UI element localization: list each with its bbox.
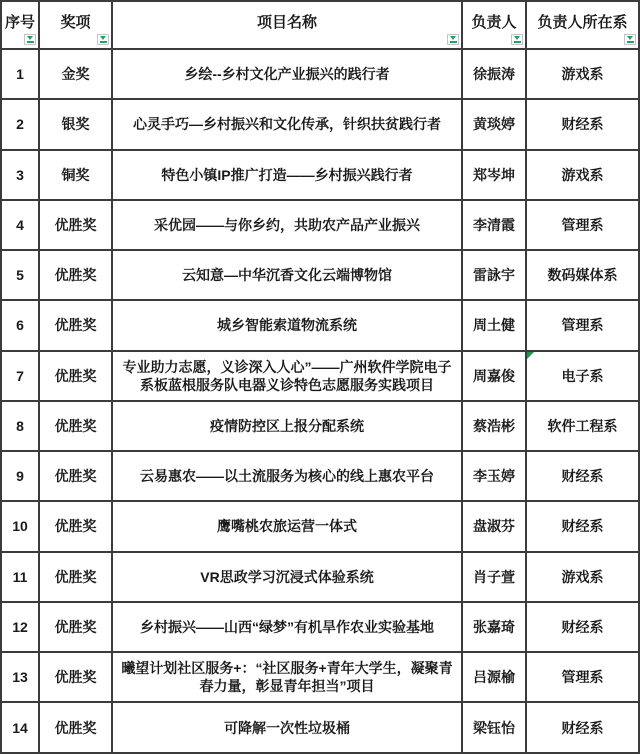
cell-dept <box>527 703 638 753</box>
filter-arrow-icon <box>27 36 33 40</box>
cell-dept <box>527 603 638 653</box>
cell-no: 1 <box>2 50 40 100</box>
cell-project: VR思政学习沉浸式体验系统 <box>113 553 463 603</box>
filter-bar-icon <box>450 41 457 43</box>
table-row <box>2 703 638 753</box>
filter-dropdown-button[interactable] <box>624 34 636 45</box>
cell-no: 9 <box>2 452 40 502</box>
cell-dept-label: 财经系 <box>561 618 604 635</box>
cell-dept-label: 游戏系 <box>561 166 604 183</box>
cell-dept <box>527 352 638 402</box>
cell-project: 云易惠农——以土流服务为核心的线上惠农平台 <box>113 452 463 502</box>
table-row <box>2 251 638 301</box>
column-header-label: 项目名称 <box>256 14 317 31</box>
table-row <box>2 151 638 201</box>
cell-dept-label: 数码媒体系 <box>547 267 618 284</box>
cell-leader: 肖子萱 <box>463 553 527 603</box>
filter-arrow-icon <box>514 36 520 40</box>
cell-award: 银奖 <box>40 100 113 150</box>
cell-award: 优胜奖 <box>40 301 113 351</box>
cell-dept-label: 财经系 <box>561 116 604 133</box>
table-header-row <box>2 2 638 50</box>
column-header-label: 负责人 <box>471 14 517 31</box>
cell-dept <box>527 402 638 452</box>
cell-project: 可降解一次性垃圾桶 <box>113 703 463 753</box>
cell-project: 乡绘--乡村文化产业振兴的践行者 <box>113 50 463 100</box>
table-row <box>2 603 638 653</box>
cell-dept-label: 财经系 <box>561 518 604 535</box>
cell-award: 优胜奖 <box>40 201 113 251</box>
filter-bar-icon <box>514 41 521 43</box>
cell-dept <box>527 100 638 150</box>
cell-project: 城乡智能索道物流系统 <box>113 301 463 351</box>
cell-no: 2 <box>2 100 40 150</box>
cell-dept <box>527 50 638 100</box>
cell-leader: 雷詠宇 <box>463 251 527 301</box>
cell-project: 采优园——与你乡约，共助农产品产业振兴 <box>113 201 463 251</box>
cell-dept <box>527 553 638 603</box>
cell-project: 特色小镇IP推广打造——乡村振兴践行者 <box>113 151 463 201</box>
cell-dept-label: 游戏系 <box>561 568 604 585</box>
cell-dept-label: 软件工程系 <box>547 417 618 434</box>
cell-dept <box>527 151 638 201</box>
cell-leader: 李玉婷 <box>463 452 527 502</box>
filter-dropdown-button[interactable] <box>511 34 523 45</box>
column-header-award <box>40 2 113 50</box>
cell-dept-label: 游戏系 <box>561 66 604 83</box>
cell-award: 优胜奖 <box>40 703 113 753</box>
cell-no: 11 <box>2 553 40 603</box>
cell-dept <box>527 502 638 552</box>
column-header-label: 负责人所在系 <box>537 14 628 31</box>
table-row <box>2 402 638 452</box>
filter-arrow-icon <box>627 36 633 40</box>
cell-award: 优胜奖 <box>40 603 113 653</box>
cell-dept <box>527 452 638 502</box>
cell-dept-label: 财经系 <box>561 468 604 485</box>
column-header-leader <box>463 2 527 50</box>
cell-no: 14 <box>2 703 40 753</box>
cell-dept-label: 财经系 <box>561 720 604 737</box>
cell-award: 优胜奖 <box>40 352 113 402</box>
column-header-project <box>113 2 463 50</box>
filter-arrow-icon <box>100 36 106 40</box>
cell-award: 铜奖 <box>40 151 113 201</box>
cell-leader: 黄琰婷 <box>463 100 527 150</box>
cell-project: 云知意—中华沉香文化云端博物馆 <box>113 251 463 301</box>
column-header-dept <box>527 2 638 50</box>
column-header-no <box>2 2 40 50</box>
cell-award: 优胜奖 <box>40 452 113 502</box>
cell-dept-label: 管理系 <box>561 216 604 233</box>
filter-bar-icon <box>100 41 107 43</box>
cell-leader: 吕源榆 <box>463 653 527 703</box>
filter-bar-icon <box>627 41 634 43</box>
cell-no: 3 <box>2 151 40 201</box>
column-header-label: 序号 <box>5 14 36 31</box>
filter-dropdown-button[interactable] <box>97 34 109 45</box>
cell-award: 优胜奖 <box>40 251 113 301</box>
cell-no: 7 <box>2 352 40 402</box>
cell-leader: 梁钰怡 <box>463 703 527 753</box>
cell-project: 专业助力志愿，义诊深入人心”——广州软件学院电子系板蓝根服务队电器义诊特色志愿服务实践项目 <box>113 352 463 402</box>
table-row <box>2 50 638 100</box>
cell-leader: 周嘉俊 <box>463 352 527 402</box>
cell-dept <box>527 251 638 301</box>
cell-award: 优胜奖 <box>40 502 113 552</box>
cell-leader: 蔡浩彬 <box>463 402 527 452</box>
cell-leader: 李清霞 <box>463 201 527 251</box>
cell-dept <box>527 301 638 351</box>
filter-dropdown-button[interactable] <box>24 34 36 45</box>
cell-project: 曦望计划社区服务+：“社区服务+青年大学生，凝聚青春力量，彰显青年担当”项目 <box>113 653 463 703</box>
table-row <box>2 201 638 251</box>
cell-no: 13 <box>2 653 40 703</box>
cell-leader: 盘淑芬 <box>463 502 527 552</box>
cell-no: 5 <box>2 251 40 301</box>
cell-leader: 徐振涛 <box>463 50 527 100</box>
cell-project: 疫情防控区上报分配系统 <box>113 402 463 452</box>
table-row <box>2 502 638 552</box>
cell-dept-label: 管理系 <box>561 317 604 334</box>
cell-award: 优胜奖 <box>40 402 113 452</box>
filter-arrow-icon <box>450 36 456 40</box>
table-body <box>2 50 638 754</box>
cell-dept <box>527 653 638 703</box>
cell-no: 6 <box>2 301 40 351</box>
cell-project: 鹰嘴桃农旅运营一体式 <box>113 502 463 552</box>
cell-no: 10 <box>2 502 40 552</box>
cell-dept-label: 管理系 <box>561 669 604 686</box>
filter-bar-icon <box>27 41 34 43</box>
cell-no: 12 <box>2 603 40 653</box>
cell-leader: 周土健 <box>463 301 527 351</box>
cell-leader: 张嘉琦 <box>463 603 527 653</box>
table-row <box>2 452 638 502</box>
cell-project: 心灵手巧—乡村振兴和文化传承，针织扶贫践行者 <box>113 100 463 150</box>
table-row <box>2 100 638 150</box>
cell-no: 4 <box>2 201 40 251</box>
column-header-label: 奖项 <box>60 14 91 31</box>
cell-award: 优胜奖 <box>40 553 113 603</box>
cell-no: 8 <box>2 402 40 452</box>
cell-award: 金奖 <box>40 50 113 100</box>
table-row <box>2 553 638 603</box>
table-row <box>2 352 638 402</box>
filter-dropdown-button[interactable] <box>447 34 459 45</box>
table-row <box>2 653 638 703</box>
cell-dept-label: 电子系 <box>561 367 604 384</box>
cell-project: 乡村振兴——山西“绿梦”有机旱作农业实验基地 <box>113 603 463 653</box>
cell-error-flag-icon <box>527 352 534 359</box>
cell-award: 优胜奖 <box>40 653 113 703</box>
table-row <box>2 301 638 351</box>
cell-dept <box>527 201 638 251</box>
cell-leader: 郑岑坤 <box>463 151 527 201</box>
